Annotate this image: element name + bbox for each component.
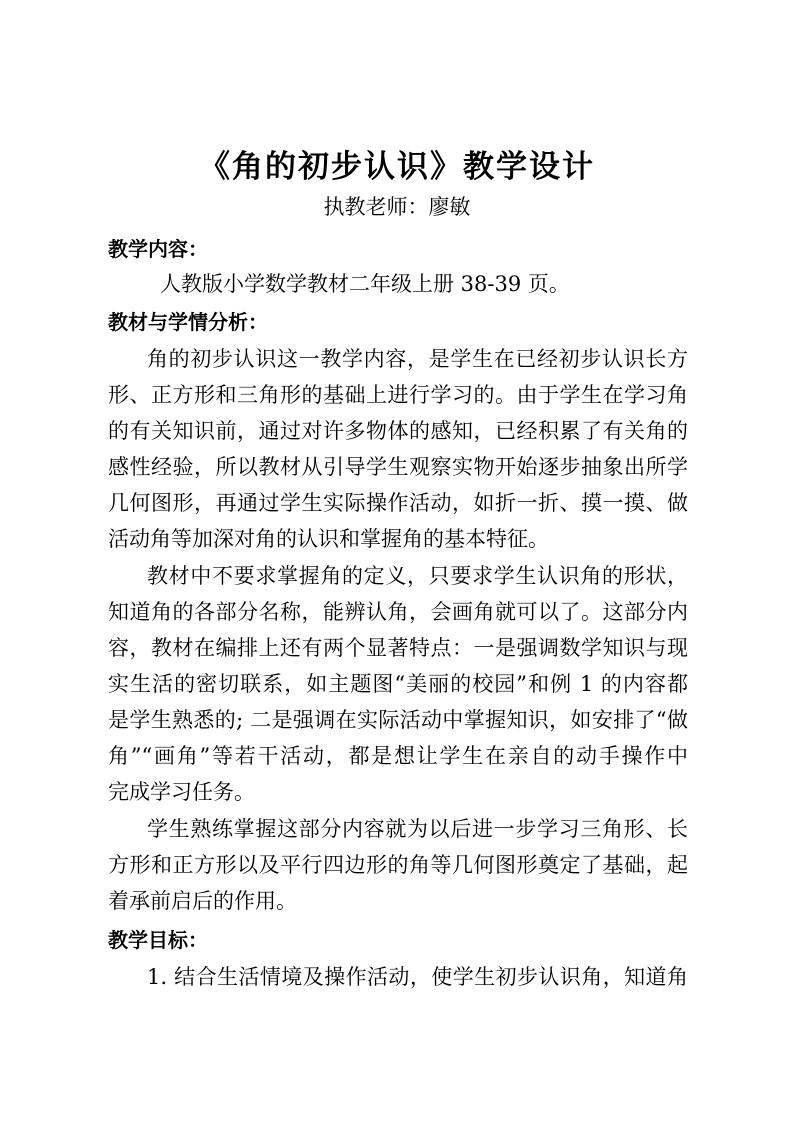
paragraph-line: 知道角的各部分名称，能辨认角，会画角就可以了。这部分内 xyxy=(108,600,688,624)
paragraph-line: 几何图形，再通过学生实际操作活动，如折一折、摸一摸、做 xyxy=(108,491,688,515)
paragraph-line: 角的初步认识这一教学内容，是学生在已经初步认识长方 xyxy=(147,347,688,371)
paragraph-line: 角”“画角”等若干活动，都是想让学生在亲自的动手操作中 xyxy=(108,744,688,768)
paragraph-line: 的有关知识前，通过对许多物体的感知，已经积累了有关角的 xyxy=(108,419,688,443)
document-title: 《角的初步认识》教学设计 xyxy=(199,149,595,185)
paragraph-line: 是学生熟悉的; 二是强调在实际活动中掌握知识，如安排了“做 xyxy=(108,708,688,732)
paragraph-line: 形、正方形和三角形的基础上进行学习的。由于学生在学习角 xyxy=(108,383,688,407)
paragraph-line: 实生活的密切联系，如主题图“美丽的校园”和例 1 的内容都 xyxy=(108,672,688,696)
paragraph-line: 教材中不要求掌握角的定义，只要求学生认识角的形状， xyxy=(147,564,688,588)
paragraph-line: 感性经验，所以教材从引导学生观察实物开始逐步抽象出所学 xyxy=(108,455,688,479)
paragraph-line: 学生熟练掌握这部分内容就为以后进一步学习三角形、长 xyxy=(147,817,688,841)
paragraph-line: 方形和正方形以及平行四边形的角等几何图形奠定了基础，起 xyxy=(108,853,688,877)
section-heading-content: 教学内容： xyxy=(108,237,208,261)
author-line: 执教老师：廖敏 xyxy=(323,195,471,219)
section-heading-analysis: 教材与学情分析： xyxy=(108,310,268,334)
section-heading-goals: 教学目标： xyxy=(108,928,208,952)
paragraph-line: 完成学习任务。 xyxy=(108,780,255,804)
content-line: 人教版小学数学教材二年级上册 38-39 页。 xyxy=(160,272,570,296)
paragraph-line: 着承前启后的作用。 xyxy=(108,889,297,913)
paragraph-line: 容，教材在编排上还有两个显著特点：一是强调数学知识与现 xyxy=(108,636,688,660)
paragraph-line: 1. 结合生活情境及操作活动，使学生初步认识角，知道角 xyxy=(147,965,688,989)
paragraph-line: 活动角等加深对角的认识和掌握角的基本特征。 xyxy=(108,527,549,551)
